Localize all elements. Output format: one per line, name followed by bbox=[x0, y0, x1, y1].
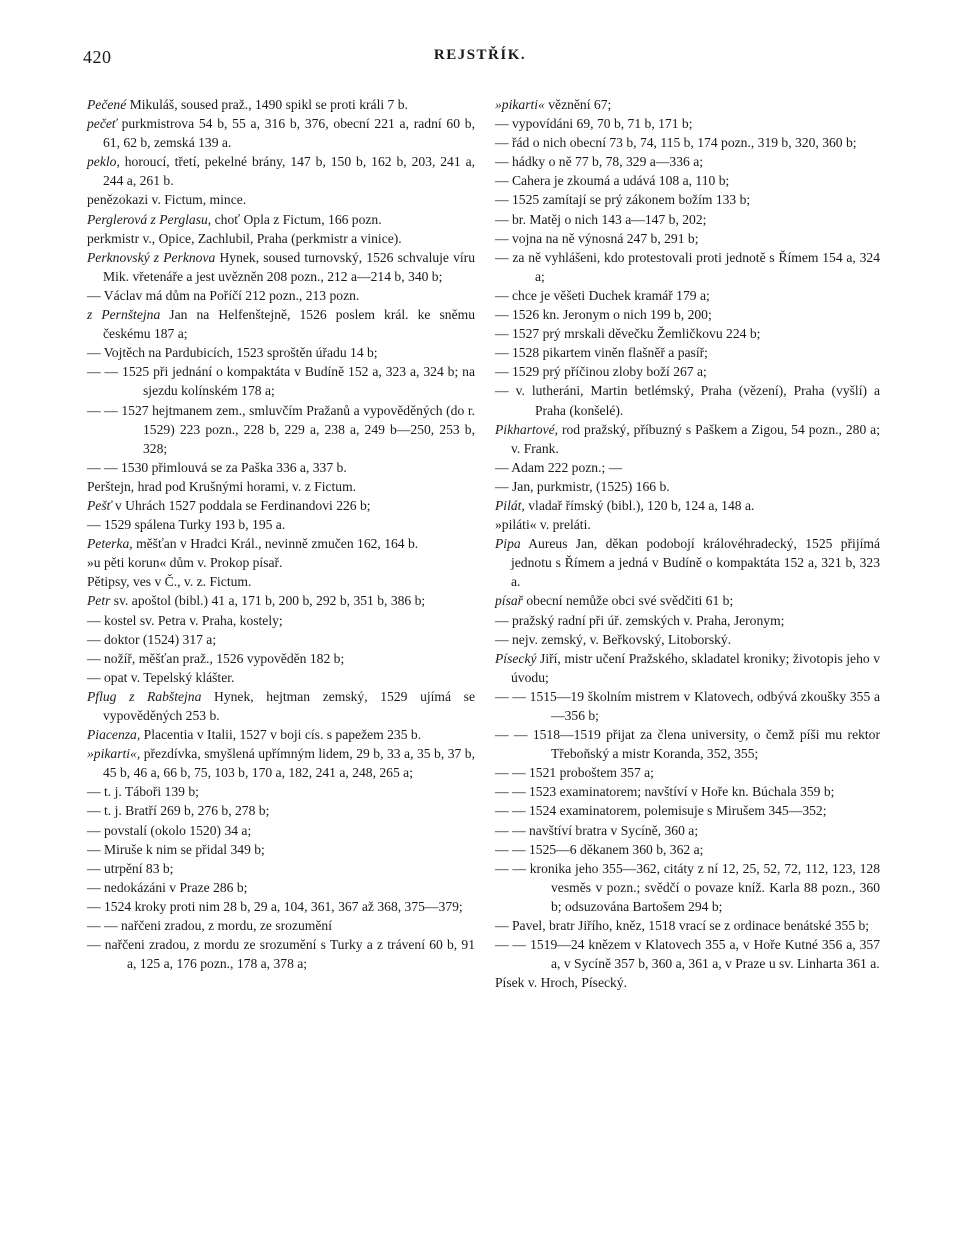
index-entry bbox=[87, 286, 475, 305]
entry-headword: písař bbox=[495, 593, 523, 609]
entry-headword: z Pernštejna bbox=[87, 307, 161, 323]
entry-headword: Perknovský z Perknova bbox=[87, 249, 216, 265]
entry-text: — vojna na ně výnosná 247 b, 291 b; bbox=[495, 230, 699, 246]
index-entry bbox=[87, 649, 475, 668]
index-entry bbox=[495, 687, 880, 725]
index-entry bbox=[87, 401, 475, 458]
entry-text: — za ně vyhlášeni, kdo protestovali proti jednotě s Římem 154 a, 324 a; bbox=[495, 249, 880, 284]
entry-headword: peklo, bbox=[87, 154, 120, 170]
index-entry bbox=[87, 668, 475, 687]
entry-text: — — 1523 examinatorem; navštíví v Hoře kn. Búchala 359 b; bbox=[495, 784, 835, 800]
index-entry bbox=[495, 477, 880, 496]
entry-headword: Pikhartové, bbox=[495, 421, 559, 437]
index-entry bbox=[87, 534, 475, 553]
entry-text: — — 1518—1519 přijat za člena university, o čemž píši mu rektor Třeboňský a mistr Koranda, 352, 355; bbox=[495, 727, 880, 762]
entry-text: měšťan v Hradci Král., nevinně zmučen 162, 164 b. bbox=[132, 536, 419, 552]
index-entry bbox=[495, 859, 880, 916]
entry-text: rod pražský, příbuzný s Paškem a Zigou, 54 pozn., 280 a; v. Frank. bbox=[511, 421, 880, 456]
index-entry bbox=[495, 190, 880, 209]
entry-headword: Piacenza, bbox=[87, 727, 141, 743]
index-entry bbox=[495, 420, 880, 458]
entry-text: — — 1525—6 děkanem 360 b, 362 a; bbox=[495, 841, 704, 857]
index-entry bbox=[87, 343, 475, 362]
index-entry bbox=[495, 591, 880, 610]
entry-text: — br. Matěj o nich 143 a—147 b, 202; bbox=[495, 211, 707, 227]
entry-text: v Uhrách 1527 poddala se Ferdinandovi 226 b; bbox=[111, 497, 371, 513]
index-entry bbox=[87, 935, 475, 973]
entry-headword: Petr bbox=[87, 593, 111, 609]
entry-text: — v. lutheráni, Martin betlémský, Praha (vězení), Praha (vyšlí) a Praha (konšelé). bbox=[495, 383, 880, 418]
index-column-right bbox=[495, 95, 880, 992]
index-entry bbox=[87, 248, 475, 286]
index-entry bbox=[495, 496, 880, 515]
index-entry bbox=[495, 305, 880, 324]
entry-headword: pečeť bbox=[87, 116, 117, 132]
index-entry bbox=[495, 458, 880, 477]
index-entry bbox=[495, 782, 880, 801]
index-entry bbox=[495, 343, 880, 362]
index-entry bbox=[87, 229, 475, 248]
index-entry bbox=[87, 210, 475, 229]
entry-text: sv. apoštol (bibl.) 41 a, 171 b, 200 b, 292 b, 351 b, 386 b; bbox=[110, 593, 426, 609]
entry-headword: Pešť bbox=[87, 497, 112, 513]
entry-headword: Pipa bbox=[495, 536, 521, 552]
index-entry bbox=[495, 725, 880, 763]
entry-text: — vypovídáni 69, 70 b, 71 b, 171 b; bbox=[495, 116, 693, 132]
entry-text: — — kronika jeho 355—362, citáty z ní 12, 25, 52, 72, 112, 123, 128 vesměs v pozn.; svědčí o povaze kníž. Karla 88 pozn., 360 b; odsuzována Bartošem 294 b; bbox=[495, 860, 880, 914]
entry-text: — — 1530 přimlouvá se za Paška 336 a, 337 b. bbox=[87, 459, 347, 475]
index-entry bbox=[495, 114, 880, 133]
index-entry bbox=[87, 897, 475, 916]
entry-text: — 1526 kn. Jeronym o nich 199 b, 200; bbox=[495, 307, 712, 323]
entry-text: — — 1515—19 školním mistrem v Klatovech, odbývá zkoušky 355 a—356 b; bbox=[495, 688, 880, 723]
entry-text: — nožíř, měšťan praž., 1526 vypověděn 182 b; bbox=[87, 650, 345, 666]
index-entry bbox=[495, 171, 880, 190]
index-entry bbox=[495, 324, 880, 343]
index-entry bbox=[87, 878, 475, 897]
entry-text: Aureus Jan, děkan podobojí královéhradecký, 1525 přijímá jednotu s Římem a jedná v Budíně o kompaktáta 152 a, 321 b, 323 a. bbox=[511, 536, 880, 590]
index-entry bbox=[87, 591, 475, 610]
index-entry bbox=[87, 630, 475, 649]
entry-text: — utrpění 83 b; bbox=[87, 860, 174, 876]
entry-text: purkmistrova 54 b, 55 a, 316 b, 376, obecní 221 a, radní 60 b, 61, 62 b, zemská 139 a. bbox=[103, 116, 475, 151]
entry-text: — Cahera je zkoumá a udává 108 a, 110 b; bbox=[495, 173, 730, 189]
index-entry bbox=[87, 152, 475, 190]
index-entry bbox=[495, 210, 880, 229]
index-entry bbox=[87, 611, 475, 630]
index-entry bbox=[495, 649, 880, 687]
index-column-left bbox=[87, 95, 475, 973]
index-entry bbox=[87, 114, 475, 152]
index-entry bbox=[87, 458, 475, 477]
entry-text: — nařčeni zradou, z mordu ze srozumění s Turky a z trávení 60 b, 91 a, 125 a, 176 pozn., 178 a, 378 a; bbox=[87, 937, 475, 972]
entry-text: — povstalí (okolo 1520) 34 a; bbox=[87, 822, 252, 838]
index-entry bbox=[87, 362, 475, 400]
entry-headword: »pikarti« bbox=[495, 97, 545, 112]
index-entry bbox=[495, 152, 880, 171]
index-entry bbox=[87, 821, 475, 840]
entry-text: — doktor (1524) 317 a; bbox=[87, 631, 217, 647]
entry-text: Písek v. Hroch, Písecký. bbox=[495, 975, 628, 991]
entry-text: přezdívka, smyšlená upřímným lidem, 29 b, 33 a, 35 b, 37 b, 45 b, 46 a, 66 b, 75, 103 b, 170 a, 182, 241 a, 248, 265 a; bbox=[103, 746, 475, 781]
index-entry bbox=[495, 840, 880, 859]
entry-text: — 1527 prý mrskali děvečku Žemličkovu 224 b; bbox=[495, 326, 761, 342]
entry-text: Placentia v Italii, 1527 v boji cís. s papežem 235 b. bbox=[140, 727, 422, 743]
entry-text: — 1525 zamítají se prý zákonem božím 133 b; bbox=[495, 192, 751, 208]
entry-text: — Vojtěch na Pardubicích, 1523 sproštěn úřadu 14 b; bbox=[87, 345, 378, 361]
index-entry bbox=[87, 553, 475, 572]
entry-text: — pražský radní při úř. zemských v. Praha, Jeronym; bbox=[495, 612, 785, 628]
entry-text: — hádky o ně 77 b, 78, 329 a—336 a; bbox=[495, 154, 704, 170]
entry-text: — 1529 spálena Turky 193 b, 195 a. bbox=[87, 517, 286, 533]
index-entry bbox=[495, 381, 880, 419]
index-entry bbox=[495, 916, 880, 935]
entry-text: — — 1525 při jednání o kompaktáta v Budíně 152 a, 323 a, 324 b; na sjezdu kolínském 178 a; bbox=[87, 364, 475, 399]
index-entry bbox=[87, 496, 475, 515]
entry-text: Pětipsy, ves v Č., v. z. Fictum. bbox=[87, 574, 252, 590]
entry-text: Jiří, mistr učení Pražského, skladatel kroniky; životopis jeho v úvodu; bbox=[511, 650, 880, 685]
entry-text: — — 1527 hejtmanem zem., smluvčím Pražanů a vypověděných (do r. 1529) 223 pozn., 228 b, 229 a, 238 a, 249 b—250, 253 b, 328; bbox=[87, 402, 475, 456]
entry-headword: Pilát, bbox=[495, 497, 525, 513]
entry-headword: »pikarti«, bbox=[87, 746, 141, 762]
entry-text: — — 1524 examinatorem, polemisuje s Mirušem 345—352; bbox=[495, 803, 827, 819]
entry-headword: Peterka, bbox=[87, 536, 133, 552]
entry-text: Jan na Helfenštejně, 1526 poslem král. ke sněmu českému 187 a; bbox=[103, 307, 475, 342]
entry-text: — — navštíví bratra v Sycíně, 360 a; bbox=[495, 822, 699, 838]
entry-text: — t. j. Bratří 269 b, 276 b, 278 b; bbox=[87, 803, 270, 819]
entry-text: — Miruše k nim se přidal 349 b; bbox=[87, 841, 265, 857]
index-entry bbox=[87, 782, 475, 801]
entry-text: horoucí, třetí, pekelné brány, 147 b, 150 b, 162 b, 203, 241 a, 244 a, 261 b. bbox=[103, 154, 475, 189]
entry-text: — kostel sv. Petra v. Praha, kostely; bbox=[87, 612, 283, 628]
entry-text: — — nařčeni zradou, z mordu, ze srozumění bbox=[87, 918, 332, 934]
entry-text: — 1529 prý příčinou zloby boží 267 a; bbox=[495, 364, 707, 380]
entry-text: — Václav má dům na Poříčí 212 pozn., 213 pozn. bbox=[87, 287, 360, 303]
entry-text: — Adam 222 pozn.; — bbox=[495, 459, 623, 475]
index-entry bbox=[87, 725, 475, 744]
index-entry bbox=[495, 935, 880, 973]
index-entry bbox=[495, 515, 880, 534]
entry-headword: Perglerová z Perglasu, bbox=[87, 211, 212, 227]
index-entry bbox=[495, 973, 880, 992]
entry-text: věznění 67; bbox=[544, 97, 612, 112]
entry-headword: Pečené bbox=[87, 97, 127, 112]
index-entry bbox=[87, 687, 475, 725]
entry-text: — nedokázáni v Praze 286 b; bbox=[87, 879, 248, 895]
index-entry bbox=[495, 763, 880, 782]
index-entry bbox=[495, 362, 880, 381]
index-entry bbox=[495, 248, 880, 286]
entry-text: Perštejn, hrad pod Krušnými horami, v. z Fictum. bbox=[87, 478, 357, 494]
entry-text: Hynek, hejtman zemský, 1529 ujímá se vypověděných 253 b. bbox=[103, 688, 475, 723]
index-entry bbox=[87, 515, 475, 534]
index-entry bbox=[87, 190, 475, 209]
index-entry bbox=[87, 916, 475, 935]
index-entry bbox=[495, 286, 880, 305]
entry-headword: Pflug z Rabštejna bbox=[87, 688, 202, 704]
entry-headword: Písecký bbox=[495, 650, 537, 666]
index-entry bbox=[495, 133, 880, 152]
index-entry bbox=[495, 229, 880, 248]
entry-text: — nejv. zemský, v. Beřkovský, Litoborský. bbox=[495, 631, 732, 647]
entry-text: choť Opla z Fictum, 166 pozn. bbox=[211, 211, 382, 227]
page-number: 420 bbox=[83, 47, 112, 67]
entry-text: »u pěti korun« dům v. Prokop písař. bbox=[87, 555, 283, 571]
index-entry bbox=[87, 859, 475, 878]
running-head: REJSTŘÍK. bbox=[433, 47, 527, 63]
entry-text: — chce je věšeti Duchek kramář 179 a; bbox=[495, 287, 710, 303]
entry-text: — t. j. Táboři 139 b; bbox=[87, 784, 199, 800]
entry-text: — Jan, purkmistr, (1525) 166 b. bbox=[495, 478, 670, 494]
entry-text: — opat v. Tepelský klášter. bbox=[87, 669, 235, 685]
entry-text: — Pavel, bratr Jiřího, kněz, 1518 vrací se z ordinace benátské 355 b; bbox=[495, 918, 870, 934]
index-entry bbox=[87, 801, 475, 820]
index-entry bbox=[495, 801, 880, 820]
entry-text: »piláti« v. preláti. bbox=[495, 517, 591, 533]
entry-text: — — 1519—24 knězem v Klatovech 355 a, v Hoře Kutné 356 a, 357 a, v Sycíně 357 b, 360 a, 361 a, v Praze u sv. Linharta 361 a. bbox=[495, 937, 880, 972]
index-entry bbox=[495, 611, 880, 630]
index-entry bbox=[87, 305, 475, 343]
entry-text: obecní nemůže obci své svědčiti 61 b; bbox=[522, 593, 734, 609]
index-entry bbox=[87, 477, 475, 496]
index-entry bbox=[495, 821, 880, 840]
entry-text: — 1528 pikartem viněn flašněř a pasíř; bbox=[495, 345, 708, 361]
index-entry bbox=[495, 630, 880, 649]
index-entry bbox=[495, 534, 880, 591]
entry-text: — 1524 kroky proti nim 28 b, 29 a, 104, 361, 367 až 368, 375—379; bbox=[87, 898, 463, 914]
entry-text: perkmistr v., Opice, Zachlubil, Praha (perkmistr a vinice). bbox=[87, 230, 402, 246]
index-entry bbox=[495, 95, 880, 114]
entry-text: vladař římský (bibl.), 120 b, 124 a, 148 a. bbox=[524, 497, 755, 513]
entry-text: Hynek, soused turnovský, 1526 schvaluje víru Mik. vřetenáře a jest uvězněn 208 pozn., 212 a—214 b, 340 b; bbox=[103, 249, 475, 284]
entry-text: penězokazi v. Fictum, mince. bbox=[87, 192, 247, 208]
index-entry bbox=[87, 95, 475, 114]
entry-text: — řád o nich obecní 73 b, 74, 115 b, 174 pozn., 319 b, 320, 360 b; bbox=[495, 135, 857, 151]
entry-text: Mikuláš, soused praž., 1490 spikl se proti králi 7 b. bbox=[126, 97, 408, 112]
index-entry bbox=[87, 840, 475, 859]
entry-text: — — 1521 proboštem 357 a; bbox=[495, 765, 654, 781]
index-entry bbox=[87, 744, 475, 782]
index-entry bbox=[87, 572, 475, 591]
